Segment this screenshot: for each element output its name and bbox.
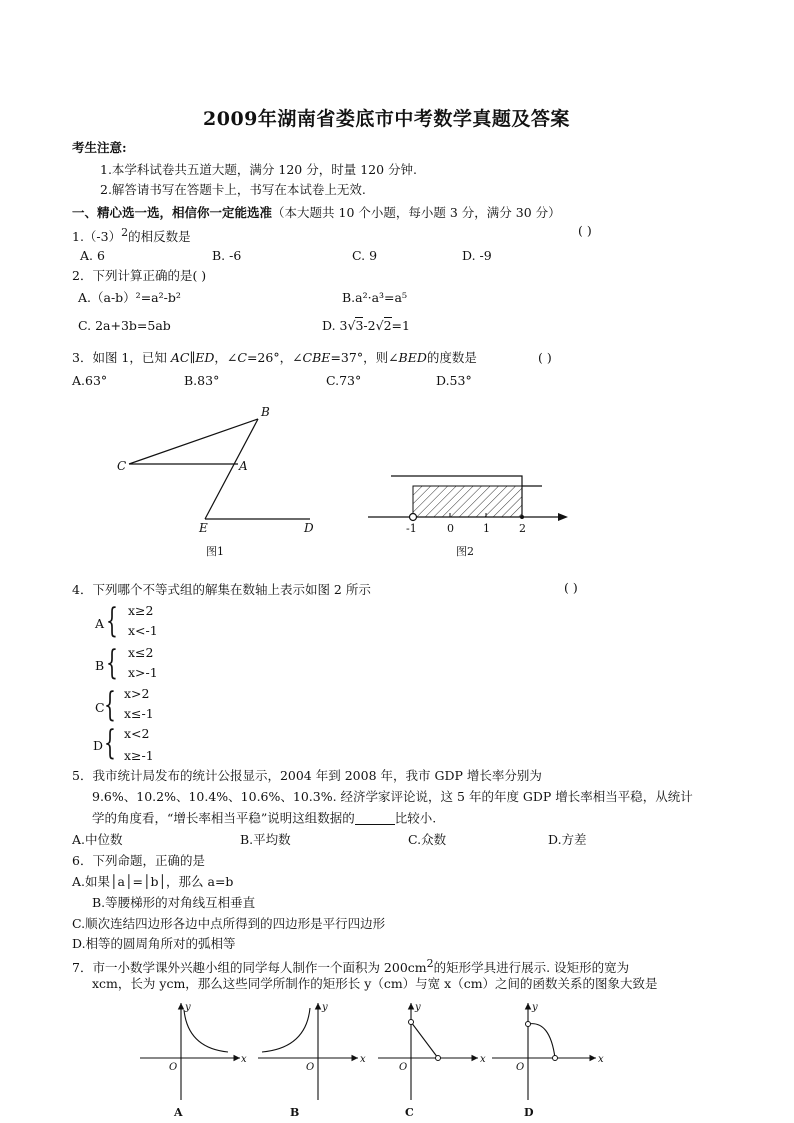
q3-angle-cbe: ∠CBE xyxy=(292,350,331,365)
q6-option-b: B.等腰梯形的对角线互相垂直 xyxy=(92,895,256,910)
q7-graph-d-label: D xyxy=(524,1106,534,1119)
open-circle-icon xyxy=(410,514,417,521)
q3-option-c: C.73° xyxy=(326,373,362,388)
fig2-tick-2: 2 xyxy=(519,522,526,535)
q1-stem xyxy=(72,227,191,244)
q1-answer-paren: ( ) xyxy=(578,223,592,238)
q5-line-1: 5．我市统计局发布的统计公报显示，2004 年到 2008 年，我市 GDP 增长率分别为 xyxy=(72,768,542,783)
q7-graph-a-curve xyxy=(184,1010,228,1052)
fig2-hatched-region xyxy=(413,486,522,517)
section-1-header xyxy=(72,207,561,220)
q2-option-c: C. 2a+3b=5ab xyxy=(78,318,171,333)
segment-cb xyxy=(129,419,258,464)
q2-d-prefix: D. 3 xyxy=(322,318,348,333)
q4-option-b-line-1: x≤2 xyxy=(128,645,154,660)
segment-be xyxy=(205,419,258,519)
q3-stem xyxy=(72,352,477,365)
q3-angle-c: ∠C xyxy=(226,350,247,365)
q7-graph-d-origin: O xyxy=(516,1062,525,1073)
q7-graph-d-x-label: x xyxy=(598,1054,604,1065)
q5-option-b: B.平均数 xyxy=(240,832,291,847)
page-title: 2009年湖南省娄底市中考数学真题及答案 xyxy=(203,108,570,130)
left-brace-icon: { xyxy=(106,643,118,683)
q2-stem: 2．下列计算正确的是( ) xyxy=(72,268,207,283)
q4-option-d-letter: D xyxy=(93,738,104,753)
fig2-tick-1: 1 xyxy=(483,522,490,535)
q5-line-3-text: 学的角度看，“增长率相当平稳”说明这组数据的 xyxy=(92,810,355,826)
q4-option-c-letter: C xyxy=(95,700,105,715)
q3-stem-b: ， xyxy=(214,350,227,365)
q4-option-a-letter: A xyxy=(95,616,105,631)
q4-stem: 4．下列哪个不等式组的解集在数轴上表示如图 2 所示 xyxy=(72,582,371,597)
q7-graph-b xyxy=(258,1003,358,1100)
q1-stem-text: 1.（-3） xyxy=(72,229,122,245)
q7-line-1 xyxy=(72,958,629,975)
q7-graph-c-origin: O xyxy=(399,1062,408,1073)
q4-option-a-line-1: x≥2 xyxy=(128,603,154,618)
q7-graph-c xyxy=(378,1003,478,1100)
q7-graph-d-y-label: y xyxy=(532,1002,538,1013)
q7-graph-b-curve xyxy=(262,1008,310,1052)
q1-stem-tail: 的相反数是 xyxy=(128,229,191,245)
closed-point-icon xyxy=(520,515,524,519)
q4-option-b-letter: B xyxy=(95,658,105,673)
q5-line-3-tail: 比较小. xyxy=(394,810,437,826)
fig2-caption: 图2 xyxy=(456,545,474,558)
left-brace-icon: { xyxy=(104,685,116,725)
notice-line-2: 2.解答请书写在答题卡上，书写在本试卷上无效. xyxy=(100,182,366,197)
q6-option-d: D.相等的圆周角所对的弧相等 xyxy=(72,936,236,951)
q7-graph-a-y-label: y xyxy=(185,1002,191,1013)
q3-stem-e: 的度数是 xyxy=(426,350,477,365)
q7-graph-d xyxy=(492,1003,596,1100)
q3-answer-paren: ( ) xyxy=(538,350,552,365)
q4-answer-paren: ( ) xyxy=(564,580,578,595)
q5-line-2: 9.6%、10.2%、10.4%、10.6%、10.3%. 经济学家评论说，这 5 年的年度 GDP 增长率相当平稳，从统计 xyxy=(92,789,693,804)
q3-parallel: AC∥ED xyxy=(170,350,215,365)
q7-line-1-text: 7．市一小数学课外兴趣小组的同学每人制作一个面积为 200cm xyxy=(72,960,427,976)
open-circle-icon xyxy=(553,1056,558,1061)
q7-line-1-tail: 的矩形学具进行展示. 设矩形的宽为 xyxy=(433,960,630,976)
q3-option-d: D.53° xyxy=(436,373,472,388)
q6-option-c: C.顺次连结四边形各边中点所得到的四边形是平行四边形 xyxy=(72,916,386,931)
q2-d-radicand-1: 3 xyxy=(355,318,364,333)
q7-graph-b-origin: O xyxy=(306,1062,315,1073)
fig2-tick-neg1: -1 xyxy=(406,522,417,535)
q3-angle-bed: ∠BED xyxy=(388,350,427,365)
q5-line-3 xyxy=(92,812,436,825)
left-brace-icon: { xyxy=(104,723,116,763)
q2-option-b: B.a²·a³=a⁵ xyxy=(342,290,407,305)
left-brace-icon: { xyxy=(106,601,118,641)
open-circle-icon xyxy=(526,1022,531,1027)
q4-option-a-line-2: x<-1 xyxy=(128,623,158,638)
q7-graph-b-y-label: y xyxy=(322,1002,328,1013)
open-circle-icon xyxy=(409,1020,414,1025)
q7-graph-d-curve xyxy=(528,1024,555,1058)
q7-graph-b-x-label: x xyxy=(360,1054,366,1065)
q1-option-c: C. 9 xyxy=(352,248,378,263)
q4-option-c-line-1: x>2 xyxy=(124,686,150,701)
fig1-caption: 图1 xyxy=(206,545,224,558)
sqrt-icon: √ xyxy=(347,318,356,333)
q5-option-a: A.中位数 xyxy=(72,832,123,847)
q7-graph-a-origin: O xyxy=(169,1062,178,1073)
fig1-label-b: B xyxy=(261,405,270,419)
sqrt-icon: √ xyxy=(375,318,384,333)
fig2-tick-0: 0 xyxy=(447,522,454,535)
q4-option-d-line-2: x≥-1 xyxy=(124,748,154,763)
q3-option-a: A.63° xyxy=(72,373,108,388)
q2-d-middle: -2 xyxy=(363,318,376,333)
q3-stem-a: 3．如图 1，已知 xyxy=(72,350,171,365)
section-1-note: （本大题共 10 个小题，每小题 3 分，满分 30 分） xyxy=(272,205,561,220)
q6-option-a: A.如果│a│=│b│，那么 a=b xyxy=(72,874,234,889)
q3-stem-d: =37°，则 xyxy=(330,350,389,365)
q1-option-d: D. -9 xyxy=(462,248,492,263)
q5-option-d: D.方差 xyxy=(548,832,587,847)
q2-option-a: A.（a-b）²=a²-b² xyxy=(78,290,181,305)
fig2-upper-bracket xyxy=(391,476,522,517)
notice-line-1: 1.本学科试卷共五道大题，满分 120 分，时量 120 分钟. xyxy=(100,162,418,177)
fig1-label-e: E xyxy=(199,521,208,535)
q2-d-radicand-2: 2 xyxy=(383,318,392,333)
q7-graph-c-line xyxy=(411,1022,438,1058)
q3-option-b: B.83° xyxy=(184,373,220,388)
q7-graph-a-label: A xyxy=(174,1106,183,1119)
q1-option-a: A. 6 xyxy=(80,248,105,263)
fig1-label-c: C xyxy=(117,459,127,473)
q5-option-c: C.众数 xyxy=(408,832,447,847)
q7-graph-c-y-label: y xyxy=(415,1002,421,1013)
q3-stem-c: =26°， xyxy=(246,350,293,365)
notice-heading: 考生注意: xyxy=(72,140,127,155)
open-circle-icon xyxy=(436,1056,441,1061)
q6-stem: 6．下列命题，正确的是 xyxy=(72,853,205,868)
arrow-right-icon xyxy=(558,513,568,521)
q7-graph-c-label: C xyxy=(405,1106,414,1119)
q7-graph-c-x-label: x xyxy=(480,1054,486,1065)
fig1-label-d: D xyxy=(304,521,314,535)
section-1-heading: 一、精心选一选，相信你一定能选准 xyxy=(72,205,273,220)
fig1-label-a: A xyxy=(239,459,248,473)
q4-option-d-line-1: x<2 xyxy=(124,726,150,741)
q1-option-b: B. -6 xyxy=(212,248,242,263)
q7-exponent: 2 xyxy=(426,957,434,970)
q1-exponent: 2 xyxy=(121,226,129,239)
answer-blank xyxy=(355,812,395,825)
q2-option-d xyxy=(322,320,410,333)
q4-option-b-line-2: x>-1 xyxy=(128,665,158,680)
q7-graph-a-x-label: x xyxy=(241,1054,247,1065)
q4-option-c-line-2: x≤-1 xyxy=(124,706,154,721)
q7-line-2: xcm，长为 ycm，那么这些同学所制作的矩形长 y（cm）与宽 x（cm）之间的函数关系的图象大致是 xyxy=(92,976,658,991)
q7-graph-b-label: B xyxy=(290,1106,300,1119)
q2-d-suffix: =1 xyxy=(391,318,410,333)
q7-graph-a xyxy=(140,1003,240,1100)
